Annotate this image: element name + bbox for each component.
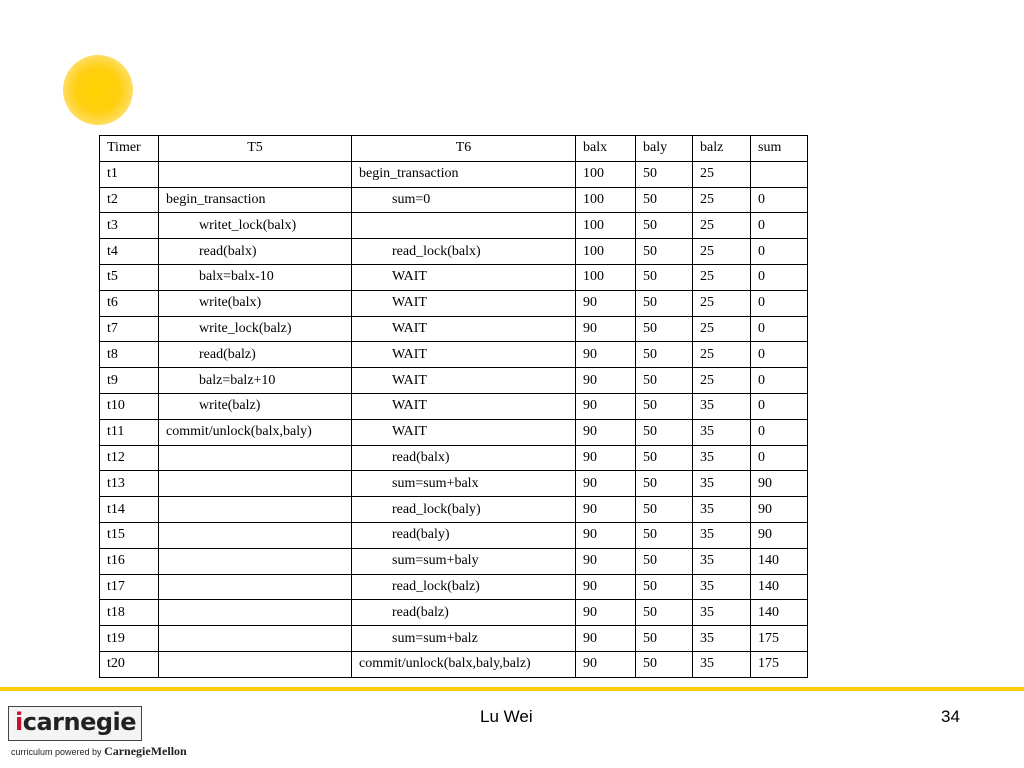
table-row xyxy=(100,548,808,574)
cell-sum: 140 xyxy=(751,574,808,600)
table-row xyxy=(100,522,808,548)
cell-balx: 90 xyxy=(576,574,636,600)
header-balx: balx xyxy=(576,136,636,162)
cell-timer: t11 xyxy=(100,419,159,445)
cell-balz: 25 xyxy=(693,368,751,394)
cell-timer: t19 xyxy=(100,626,159,652)
cell-timer: t4 xyxy=(100,239,159,265)
cell-t6: WAIT xyxy=(352,290,576,316)
table-row xyxy=(100,213,808,239)
table-row xyxy=(100,368,808,394)
cell-t5: balz=balz+10 xyxy=(159,368,352,394)
cell-balx: 90 xyxy=(576,419,636,445)
cell-t5: write_lock(balz) xyxy=(159,316,352,342)
cell-balx: 90 xyxy=(576,626,636,652)
footer-author: Lu Wei xyxy=(480,707,533,726)
footer-divider xyxy=(0,687,1024,691)
cell-timer: t20 xyxy=(100,651,159,677)
cell-t6: read(baly) xyxy=(352,522,576,548)
table-row xyxy=(100,574,808,600)
cell-sum: 0 xyxy=(751,264,808,290)
sun-icon xyxy=(63,55,133,125)
cell-baly: 50 xyxy=(636,497,693,523)
cell-balx: 90 xyxy=(576,368,636,394)
cell-t5 xyxy=(159,548,352,574)
cell-balz: 35 xyxy=(693,626,751,652)
cell-balz: 35 xyxy=(693,393,751,419)
cell-balx: 90 xyxy=(576,290,636,316)
cell-balx: 100 xyxy=(576,239,636,265)
cell-timer: t10 xyxy=(100,393,159,419)
cell-sum: 140 xyxy=(751,548,808,574)
table-row xyxy=(100,290,808,316)
cell-balz: 25 xyxy=(693,264,751,290)
cell-timer: t16 xyxy=(100,548,159,574)
cell-t6: read(balx) xyxy=(352,445,576,471)
cell-balz: 35 xyxy=(693,574,751,600)
cell-balx: 90 xyxy=(576,471,636,497)
cell-sum: 90 xyxy=(751,497,808,523)
table-row xyxy=(100,316,808,342)
cell-timer: t15 xyxy=(100,522,159,548)
cell-t6: read_lock(balz) xyxy=(352,574,576,600)
cell-baly: 50 xyxy=(636,187,693,213)
table-row xyxy=(100,600,808,626)
cell-timer: t3 xyxy=(100,213,159,239)
cell-sum: 90 xyxy=(751,522,808,548)
cell-balz: 25 xyxy=(693,187,751,213)
cell-balz: 25 xyxy=(693,239,751,265)
cell-balx: 90 xyxy=(576,316,636,342)
cell-baly: 50 xyxy=(636,445,693,471)
cell-balz: 25 xyxy=(693,316,751,342)
cell-t5: write(balz) xyxy=(159,393,352,419)
cell-t5 xyxy=(159,626,352,652)
cell-baly: 50 xyxy=(636,316,693,342)
header-t6: T6 xyxy=(352,136,576,162)
cell-timer: t2 xyxy=(100,187,159,213)
cell-sum: 0 xyxy=(751,187,808,213)
cell-balx: 100 xyxy=(576,213,636,239)
cell-t6: commit/unlock(balx,baly,balz) xyxy=(352,651,576,677)
icarnegie-logo xyxy=(8,706,198,761)
cell-balz: 35 xyxy=(693,445,751,471)
cell-t5 xyxy=(159,574,352,600)
cell-t6: WAIT xyxy=(352,419,576,445)
cell-t6: WAIT xyxy=(352,264,576,290)
cell-t5: writet_lock(balx) xyxy=(159,213,352,239)
cell-sum: 90 xyxy=(751,471,808,497)
cell-t6: read_lock(baly) xyxy=(352,497,576,523)
header-sum: sum xyxy=(751,136,808,162)
cell-timer: t5 xyxy=(100,264,159,290)
cell-t5 xyxy=(159,497,352,523)
cell-baly: 50 xyxy=(636,626,693,652)
table-header-row xyxy=(100,136,808,162)
cell-t6: sum=sum+balx xyxy=(352,471,576,497)
cell-t6: sum=sum+baly xyxy=(352,548,576,574)
cell-timer: t1 xyxy=(100,161,159,187)
cell-balx: 90 xyxy=(576,445,636,471)
cell-t6: read(balz) xyxy=(352,600,576,626)
cell-balz: 35 xyxy=(693,651,751,677)
table-row xyxy=(100,471,808,497)
cell-t5 xyxy=(159,651,352,677)
cell-t5: read(balz) xyxy=(159,342,352,368)
cell-timer: t9 xyxy=(100,368,159,394)
cell-baly: 50 xyxy=(636,574,693,600)
cell-sum: 0 xyxy=(751,445,808,471)
table-row xyxy=(100,393,808,419)
table-row xyxy=(100,264,808,290)
cell-balx: 90 xyxy=(576,600,636,626)
cell-balz: 25 xyxy=(693,213,751,239)
cell-balx: 100 xyxy=(576,161,636,187)
cell-baly: 50 xyxy=(636,290,693,316)
cell-timer: t6 xyxy=(100,290,159,316)
logo-box xyxy=(8,706,142,741)
cell-balx: 100 xyxy=(576,187,636,213)
cell-balz: 35 xyxy=(693,419,751,445)
table-body xyxy=(100,161,808,677)
cell-t5: balx=balx-10 xyxy=(159,264,352,290)
cell-t6: WAIT xyxy=(352,368,576,394)
cell-sum xyxy=(751,161,808,187)
cell-sum: 140 xyxy=(751,600,808,626)
cell-baly: 50 xyxy=(636,393,693,419)
header-timer: Timer xyxy=(100,136,159,162)
table-row xyxy=(100,626,808,652)
cell-t6: WAIT xyxy=(352,316,576,342)
cell-t6 xyxy=(352,213,576,239)
cell-t5: commit/unlock(balx,baly) xyxy=(159,419,352,445)
cell-sum: 0 xyxy=(751,290,808,316)
cell-baly: 50 xyxy=(636,419,693,445)
cell-timer: t8 xyxy=(100,342,159,368)
cell-balz: 35 xyxy=(693,522,751,548)
header-t5: T5 xyxy=(159,136,352,162)
cell-t6: read_lock(balx) xyxy=(352,239,576,265)
schedule-table xyxy=(99,135,808,678)
cell-sum: 0 xyxy=(751,213,808,239)
cell-timer: t7 xyxy=(100,316,159,342)
cell-balz: 25 xyxy=(693,290,751,316)
cell-baly: 50 xyxy=(636,651,693,677)
cell-t6: WAIT xyxy=(352,342,576,368)
cell-baly: 50 xyxy=(636,239,693,265)
header-balz: balz xyxy=(693,136,751,162)
cell-baly: 50 xyxy=(636,213,693,239)
cell-timer: t18 xyxy=(100,600,159,626)
header-baly: baly xyxy=(636,136,693,162)
cell-balx: 90 xyxy=(576,393,636,419)
cell-balz: 35 xyxy=(693,471,751,497)
cell-baly: 50 xyxy=(636,342,693,368)
cell-balx: 100 xyxy=(576,264,636,290)
cell-t5 xyxy=(159,471,352,497)
table-row xyxy=(100,187,808,213)
cell-timer: t14 xyxy=(100,497,159,523)
cell-balz: 35 xyxy=(693,548,751,574)
cell-baly: 50 xyxy=(636,161,693,187)
cell-sum: 0 xyxy=(751,419,808,445)
cell-balx: 90 xyxy=(576,651,636,677)
cell-baly: 50 xyxy=(636,264,693,290)
cell-t5 xyxy=(159,522,352,548)
logo-wordmark: icarnegie xyxy=(15,708,137,736)
cell-t5 xyxy=(159,161,352,187)
page-number: 34 xyxy=(941,707,960,726)
cell-timer: t13 xyxy=(100,471,159,497)
cell-baly: 50 xyxy=(636,600,693,626)
table-row xyxy=(100,342,808,368)
cell-t5: begin_transaction xyxy=(159,187,352,213)
cell-balz: 25 xyxy=(693,342,751,368)
cell-timer: t17 xyxy=(100,574,159,600)
table-row xyxy=(100,239,808,265)
cell-baly: 50 xyxy=(636,548,693,574)
cell-sum: 0 xyxy=(751,316,808,342)
cell-balz: 35 xyxy=(693,497,751,523)
cell-balx: 90 xyxy=(576,342,636,368)
cell-sum: 0 xyxy=(751,393,808,419)
cell-sum: 0 xyxy=(751,368,808,394)
cell-baly: 50 xyxy=(636,368,693,394)
cell-balx: 90 xyxy=(576,548,636,574)
cell-t5: write(balx) xyxy=(159,290,352,316)
cell-balx: 90 xyxy=(576,522,636,548)
cell-baly: 50 xyxy=(636,522,693,548)
cell-balz: 35 xyxy=(693,600,751,626)
cell-sum: 175 xyxy=(751,626,808,652)
table-row xyxy=(100,161,808,187)
cell-sum: 0 xyxy=(751,342,808,368)
cell-t5 xyxy=(159,445,352,471)
table-row xyxy=(100,419,808,445)
cell-balz: 25 xyxy=(693,161,751,187)
cell-t6: begin_transaction xyxy=(352,161,576,187)
cell-baly: 50 xyxy=(636,471,693,497)
cell-t5: read(balx) xyxy=(159,239,352,265)
logo-tagline: curriculum powered by CarnegieMellon xyxy=(11,744,187,758)
table-row xyxy=(100,445,808,471)
table-row xyxy=(100,651,808,677)
cell-t6: sum=0 xyxy=(352,187,576,213)
cell-sum: 175 xyxy=(751,651,808,677)
cell-balx: 90 xyxy=(576,497,636,523)
cell-t6: WAIT xyxy=(352,393,576,419)
cell-timer: t12 xyxy=(100,445,159,471)
table-row xyxy=(100,497,808,523)
cell-t6: sum=sum+balz xyxy=(352,626,576,652)
cell-sum: 0 xyxy=(751,239,808,265)
cell-t5 xyxy=(159,600,352,626)
